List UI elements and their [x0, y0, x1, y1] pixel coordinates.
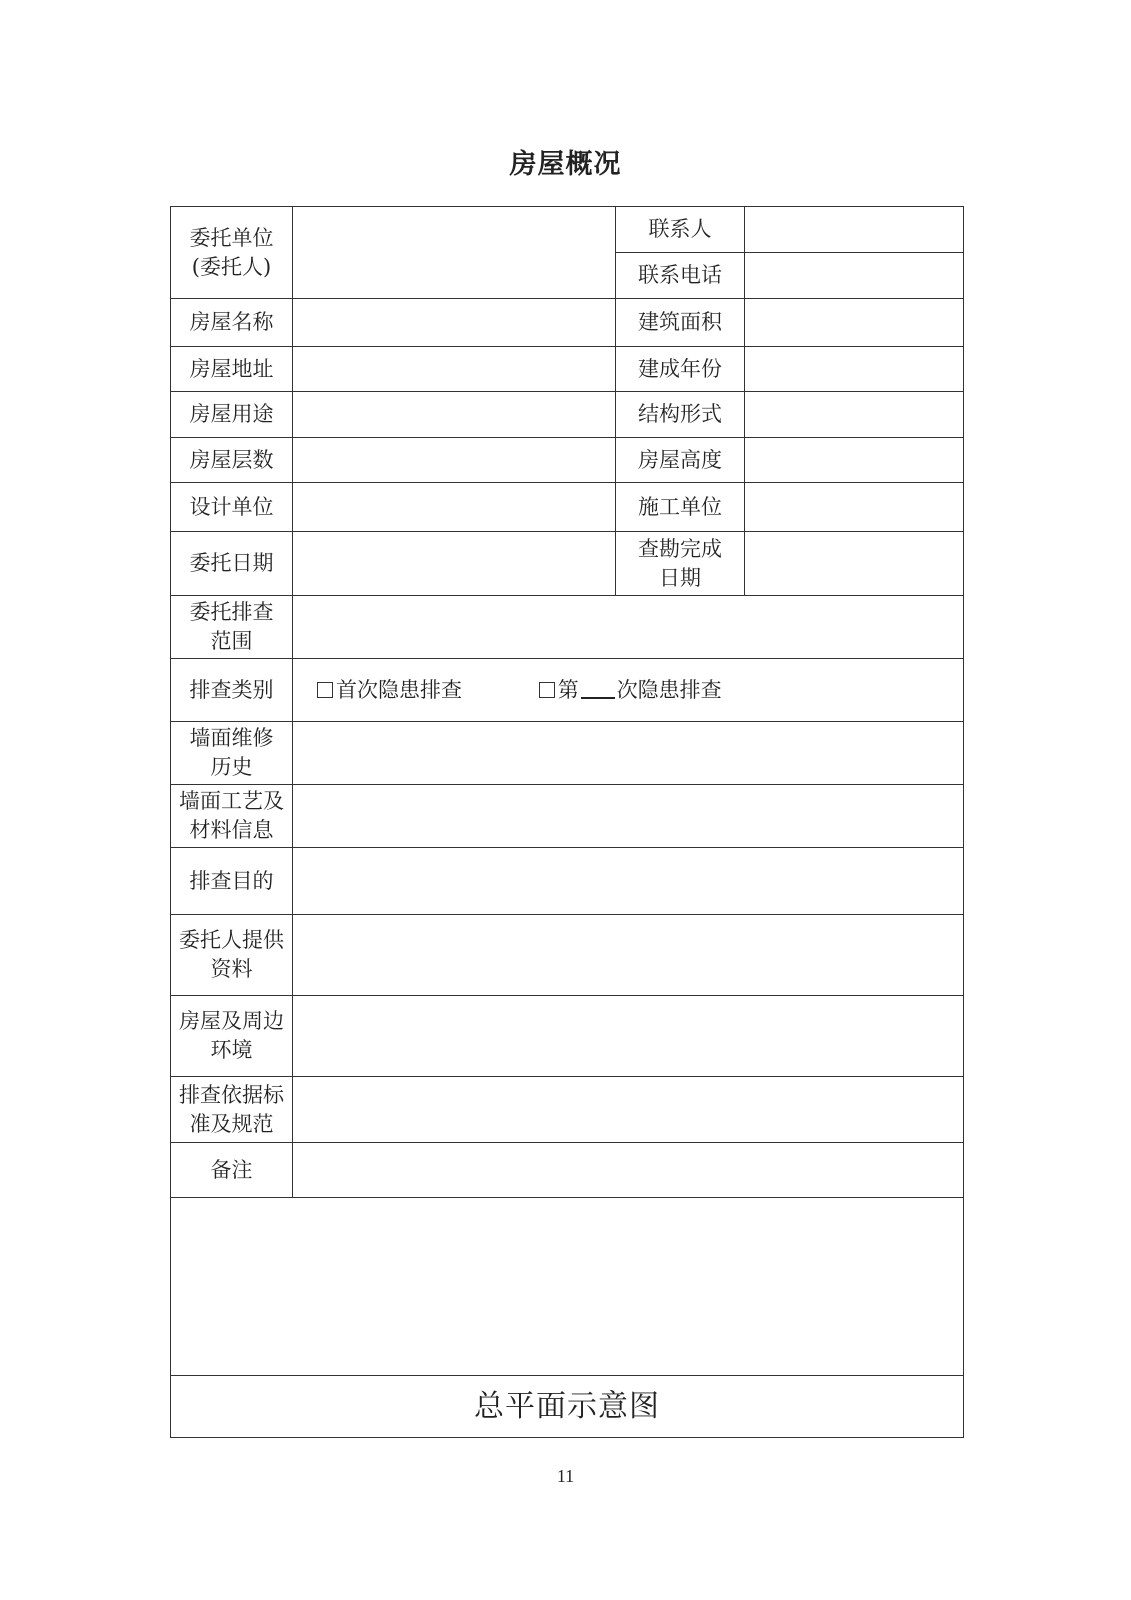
entrusting-unit-field[interactable] — [293, 207, 616, 299]
wall-material-label: 墙面工艺及 材料信息 — [171, 785, 293, 848]
building-area-field[interactable] — [745, 299, 964, 347]
checkbox-icon[interactable] — [539, 682, 555, 698]
house-address-field[interactable] — [293, 347, 616, 392]
house-use-field[interactable] — [293, 392, 616, 438]
checkbox-icon[interactable] — [317, 682, 333, 698]
survey-purpose-label: 排查目的 — [171, 848, 293, 915]
site-plan-title: 总平面示意图 — [171, 1376, 964, 1438]
nth-survey-option[interactable]: 第 次隐患排查 — [539, 676, 722, 705]
contact-phone-field[interactable] — [745, 253, 964, 299]
survey-category-label: 排查类别 — [171, 659, 293, 722]
design-unit-label: 设计单位 — [171, 483, 293, 532]
provided-materials-label: 委托人提供 资料 — [171, 915, 293, 996]
surroundings-label: 房屋及周边 环境 — [171, 996, 293, 1077]
contact-phone-label: 联系电话 — [616, 253, 745, 299]
survey-completion-date-field[interactable] — [745, 532, 964, 596]
contact-person-label: 联系人 — [616, 207, 745, 253]
completion-year-field[interactable] — [745, 347, 964, 392]
provided-materials-field[interactable] — [293, 915, 964, 996]
floor-count-field[interactable] — [293, 438, 616, 483]
survey-scope-field[interactable] — [293, 596, 964, 659]
wall-material-field[interactable] — [293, 785, 964, 848]
remarks-field[interactable] — [293, 1143, 964, 1198]
design-unit-field[interactable] — [293, 483, 616, 532]
remarks-label: 备注 — [171, 1143, 293, 1198]
contact-person-field[interactable] — [745, 207, 964, 253]
standards-label: 排查依据标 准及规范 — [171, 1077, 293, 1143]
house-name-label: 房屋名称 — [171, 299, 293, 347]
survey-scope-label: 委托排查 范围 — [171, 596, 293, 659]
site-plan-area[interactable] — [171, 1198, 964, 1376]
house-use-label: 房屋用途 — [171, 392, 293, 438]
standards-field[interactable] — [293, 1077, 964, 1143]
floor-count-label: 房屋层数 — [171, 438, 293, 483]
structure-type-field[interactable] — [745, 392, 964, 438]
entrust-date-label: 委托日期 — [171, 532, 293, 596]
completion-year-label: 建成年份 — [616, 347, 745, 392]
house-height-label: 房屋高度 — [616, 438, 745, 483]
survey-count-blank[interactable] — [581, 677, 615, 699]
house-name-field[interactable] — [293, 299, 616, 347]
construction-unit-label: 施工单位 — [616, 483, 745, 532]
structure-type-label: 结构形式 — [616, 392, 745, 438]
construction-unit-field[interactable] — [745, 483, 964, 532]
survey-purpose-field[interactable] — [293, 848, 964, 915]
first-survey-option[interactable]: 首次隐患排查 — [317, 676, 462, 705]
entrusting-unit-label: 委托单位 (委托人) — [171, 207, 293, 299]
house-height-field[interactable] — [745, 438, 964, 483]
building-area-label: 建筑面积 — [616, 299, 745, 347]
house-overview-table — [170, 206, 964, 1438]
survey-category-options — [293, 659, 964, 722]
wall-repair-history-label: 墙面维修 历史 — [171, 722, 293, 785]
page-title: 房屋概况 — [509, 149, 622, 180]
house-address-label: 房屋地址 — [171, 347, 293, 392]
entrust-date-field[interactable] — [293, 532, 616, 596]
page-number: 11 — [556, 1466, 575, 1486]
wall-repair-history-field[interactable] — [293, 722, 964, 785]
survey-completion-date-label: 查勘完成 日期 — [616, 532, 745, 596]
surroundings-field[interactable] — [293, 996, 964, 1077]
